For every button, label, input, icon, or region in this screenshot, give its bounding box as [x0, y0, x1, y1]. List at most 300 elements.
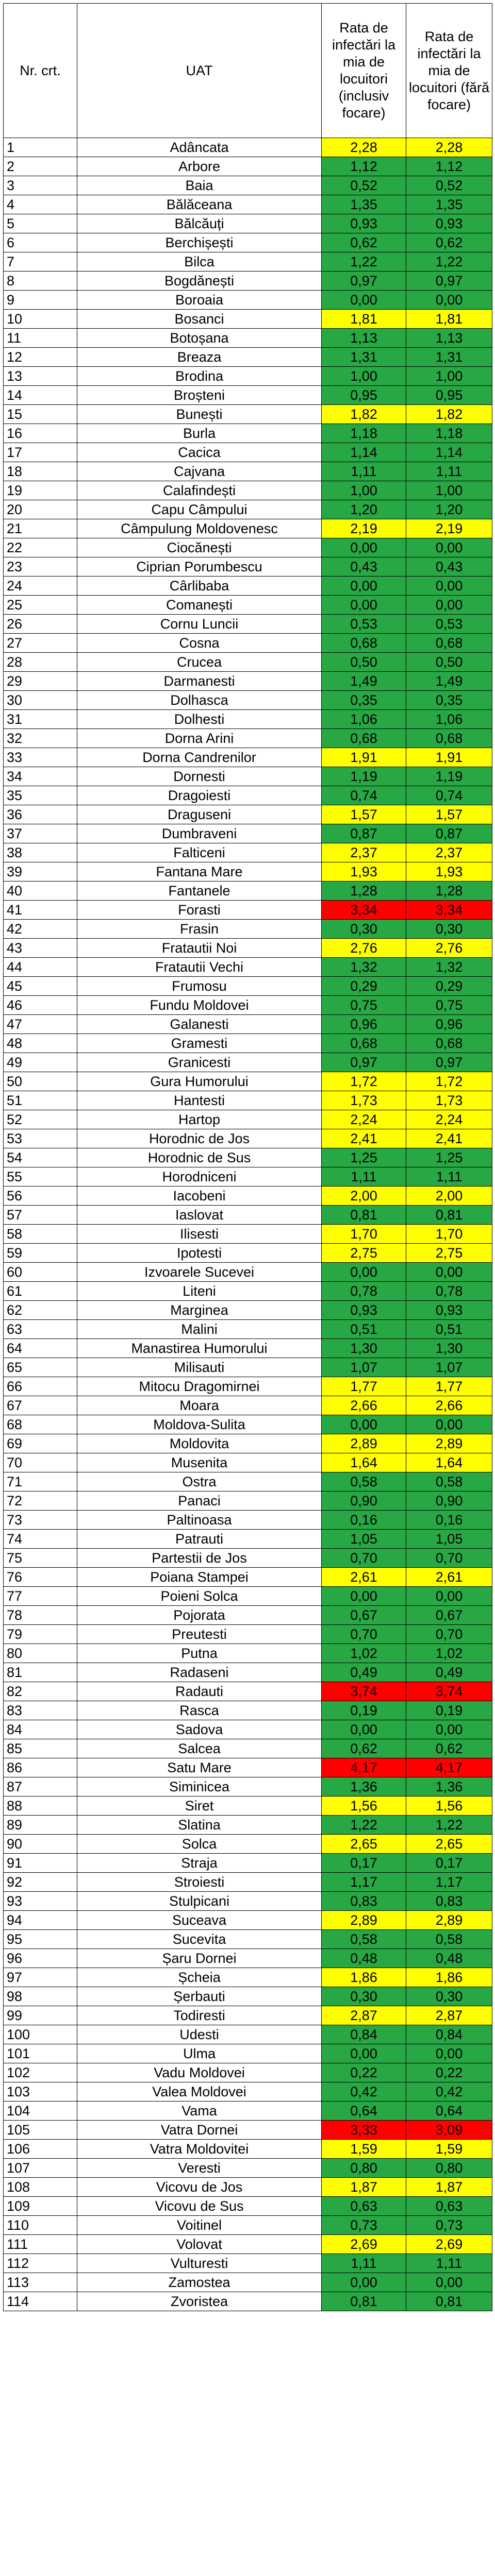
table-row: [4, 1568, 492, 1587]
table-row: [4, 424, 492, 443]
rate-inclusive: 1,64: [322, 1453, 406, 1472]
rate-inclusive: 1,00: [322, 481, 406, 500]
rate-inclusive: 1,05: [322, 1530, 406, 1549]
uat-name: Vatra Dornei: [77, 2121, 322, 2140]
rate-exclusive: 0,58: [406, 1472, 492, 1492]
uat-name: Marginea: [77, 1301, 322, 1320]
rate-exclusive: 0,93: [406, 214, 492, 233]
rate-exclusive: 1,91: [406, 748, 492, 767]
rate-inclusive: 1,12: [322, 157, 406, 176]
table-row: [4, 1377, 492, 1396]
rate-exclusive: 0,16: [406, 1511, 492, 1530]
uat-name: Dumbraveni: [77, 824, 322, 843]
rate-exclusive: 1,31: [406, 348, 492, 367]
rate-inclusive: 0,16: [322, 1511, 406, 1530]
uat-name: Galanesti: [77, 1015, 322, 1034]
uat-name: Crucea: [77, 653, 322, 672]
row-number: 1: [4, 138, 77, 157]
rate-exclusive: 1,11: [406, 2254, 492, 2273]
rate-exclusive: 0,78: [406, 1282, 492, 1301]
rate-exclusive: 2,28: [406, 138, 492, 157]
rate-exclusive: 0,64: [406, 2102, 492, 2121]
row-number: 19: [4, 481, 77, 500]
table-row: [4, 1167, 492, 1187]
uat-name: Fratautii Noi: [77, 939, 322, 958]
uat-name: Granicesti: [77, 1053, 322, 1072]
rate-inclusive: 0,51: [322, 1320, 406, 1339]
uat-name: Partestii de Jos: [77, 1549, 322, 1568]
rate-inclusive: 1,59: [322, 2140, 406, 2159]
rate-exclusive: 4,17: [406, 1758, 492, 1777]
table-row: [4, 596, 492, 615]
row-number: 35: [4, 786, 77, 805]
rate-inclusive: 1,86: [322, 1968, 406, 1987]
row-number: 65: [4, 1358, 77, 1377]
uat-name: Ilisesti: [77, 1225, 322, 1244]
row-number: 114: [4, 2292, 77, 2311]
row-number: 20: [4, 500, 77, 519]
uat-name: Radauti: [77, 1682, 322, 1701]
rate-exclusive: 2,89: [406, 1434, 492, 1453]
row-number: 17: [4, 443, 77, 462]
rate-inclusive: 0,78: [322, 1282, 406, 1301]
rate-inclusive: 0,35: [322, 691, 406, 710]
uat-name: Udesti: [77, 2025, 322, 2044]
rate-inclusive: 1,87: [322, 2178, 406, 2197]
table-row: [4, 691, 492, 710]
row-number: 58: [4, 1225, 77, 1244]
header-uat: UAT: [77, 4, 322, 138]
rate-exclusive: 1,28: [406, 882, 492, 901]
rate-inclusive: 0,93: [322, 214, 406, 233]
rate-inclusive: 0,00: [322, 596, 406, 615]
infection-rate-table: [3, 3, 492, 2311]
row-number: 49: [4, 1053, 77, 1072]
table-row: [4, 1282, 492, 1301]
rate-exclusive: 1,36: [406, 1777, 492, 1797]
row-number: 62: [4, 1301, 77, 1320]
rate-exclusive: 1,11: [406, 1167, 492, 1187]
uat-name: Mitocu Dragomirnei: [77, 1377, 322, 1396]
rate-inclusive: 0,84: [322, 2025, 406, 2044]
uat-name: Pojorata: [77, 1606, 322, 1625]
rate-exclusive: 0,97: [406, 272, 492, 291]
table-row: [4, 1148, 492, 1167]
table-row: [4, 634, 492, 653]
uat-name: Adâncata: [77, 138, 322, 157]
table-row: [4, 710, 492, 729]
row-number: 64: [4, 1339, 77, 1358]
rate-exclusive: 0,93: [406, 1301, 492, 1320]
table-body: [4, 138, 492, 2311]
rate-inclusive: 4,17: [322, 1758, 406, 1777]
rate-exclusive: 1,25: [406, 1148, 492, 1167]
row-number: 57: [4, 1206, 77, 1225]
uat-name: Sucevita: [77, 1930, 322, 1949]
rate-inclusive: 1,14: [322, 443, 406, 462]
uat-name: Brodina: [77, 367, 322, 386]
table-row: [4, 2063, 492, 2082]
rate-exclusive: 0,70: [406, 1625, 492, 1644]
uat-name: Musenita: [77, 1453, 322, 1472]
uat-name: Ostra: [77, 1472, 322, 1492]
rate-exclusive: 0,00: [406, 1720, 492, 1739]
table-row: [4, 1206, 492, 1225]
uat-name: Gramesti: [77, 1034, 322, 1053]
table-row: [4, 2178, 492, 2197]
table-row: [4, 1987, 492, 2006]
uat-name: Siminicea: [77, 1777, 322, 1797]
rate-inclusive: 0,70: [322, 1549, 406, 1568]
row-number: 43: [4, 939, 77, 958]
uat-name: Câmpulung Moldovenesc: [77, 519, 322, 538]
rate-inclusive: 2,00: [322, 1187, 406, 1206]
row-number: 14: [4, 386, 77, 405]
rate-exclusive: 1,07: [406, 1358, 492, 1377]
row-number: 44: [4, 958, 77, 977]
table-row: [4, 615, 492, 634]
table-row: [4, 1739, 492, 1758]
uat-name: Cornu Luncii: [77, 615, 322, 634]
uat-name: Hartop: [77, 1110, 322, 1129]
table-row: [4, 557, 492, 577]
table-row: [4, 1587, 492, 1606]
table-row: [4, 1720, 492, 1739]
row-number: 93: [4, 1892, 77, 1911]
table-row: [4, 500, 492, 519]
table-row: [4, 2197, 492, 2216]
rate-inclusive: 1,22: [322, 1816, 406, 1835]
uat-name: Hantesti: [77, 1091, 322, 1110]
table-row: [4, 272, 492, 291]
row-number: 26: [4, 615, 77, 634]
table-row: [4, 653, 492, 672]
table-row: [4, 1034, 492, 1053]
uat-name: Cajvana: [77, 462, 322, 481]
rate-exclusive: 1,00: [406, 367, 492, 386]
row-number: 60: [4, 1263, 77, 1282]
uat-name: Vicovu de Jos: [77, 2178, 322, 2197]
table-row: [4, 1701, 492, 1720]
rate-inclusive: 2,24: [322, 1110, 406, 1129]
rate-inclusive: 0,62: [322, 1739, 406, 1758]
uat-name: Vama: [77, 2102, 322, 2121]
rate-exclusive: 1,17: [406, 1873, 492, 1892]
rate-inclusive: 0,96: [322, 1015, 406, 1034]
rate-exclusive: 1,70: [406, 1225, 492, 1244]
header-nr: Nr. crt.: [4, 4, 77, 138]
rate-exclusive: 0,17: [406, 1854, 492, 1873]
row-number: 78: [4, 1606, 77, 1625]
row-number: 112: [4, 2254, 77, 2273]
rate-inclusive: 0,30: [322, 1987, 406, 2006]
rate-exclusive: 1,13: [406, 329, 492, 348]
uat-name: Valea Moldovei: [77, 2082, 322, 2102]
rate-inclusive: 2,75: [322, 1244, 406, 1263]
uat-name: Iaslovat: [77, 1206, 322, 1225]
row-number: 31: [4, 710, 77, 729]
rate-inclusive: 1,18: [322, 424, 406, 443]
row-number: 59: [4, 1244, 77, 1263]
rate-exclusive: 1,73: [406, 1091, 492, 1110]
table-row: [4, 1415, 492, 1434]
rate-exclusive: 0,50: [406, 653, 492, 672]
rate-inclusive: 1,25: [322, 1148, 406, 1167]
rate-inclusive: 1,00: [322, 367, 406, 386]
rate-inclusive: 0,90: [322, 1492, 406, 1511]
table-row: [4, 1301, 492, 1320]
uat-name: Dorna Candrenilor: [77, 748, 322, 767]
rate-inclusive: 1,77: [322, 1377, 406, 1396]
uat-name: Solca: [77, 1835, 322, 1854]
rate-exclusive: 1,82: [406, 405, 492, 424]
rate-exclusive: 0,70: [406, 1549, 492, 1568]
row-number: 103: [4, 2082, 77, 2102]
row-number: 85: [4, 1739, 77, 1758]
table-row: [4, 519, 492, 538]
table-row: [4, 920, 492, 939]
rate-inclusive: 0,80: [322, 2159, 406, 2178]
table-row: [4, 1777, 492, 1797]
table-row: [4, 767, 492, 786]
row-number: 72: [4, 1492, 77, 1511]
table-row: [4, 1091, 492, 1110]
table-row: [4, 538, 492, 557]
rate-exclusive: 1,93: [406, 862, 492, 882]
table-row: [4, 2159, 492, 2178]
rate-inclusive: 1,17: [322, 1873, 406, 1892]
uat-name: Liteni: [77, 1282, 322, 1301]
rate-exclusive: 1,22: [406, 1816, 492, 1835]
uat-name: Panaci: [77, 1492, 322, 1511]
rate-inclusive: 0,81: [322, 1206, 406, 1225]
rate-inclusive: 0,00: [322, 2044, 406, 2063]
row-number: 61: [4, 1282, 77, 1301]
uat-name: Sadova: [77, 1720, 322, 1739]
uat-name: Boroaia: [77, 291, 322, 310]
rate-exclusive: 2,61: [406, 1568, 492, 1587]
row-number: 13: [4, 367, 77, 386]
table-row: [4, 901, 492, 920]
rate-inclusive: 1,11: [322, 2254, 406, 2273]
row-number: 16: [4, 424, 77, 443]
rate-inclusive: 0,17: [322, 1854, 406, 1873]
rate-inclusive: 1,72: [322, 1072, 406, 1091]
rate-exclusive: 0,83: [406, 1892, 492, 1911]
rate-exclusive: 0,80: [406, 2159, 492, 2178]
uat-name: Breaza: [77, 348, 322, 367]
rate-inclusive: 1,57: [322, 805, 406, 824]
rate-inclusive: 1,49: [322, 672, 406, 691]
table-row: [4, 1434, 492, 1453]
rate-exclusive: 0,63: [406, 2197, 492, 2216]
uat-name: Dragoiesti: [77, 786, 322, 805]
rate-exclusive: 0,51: [406, 1320, 492, 1339]
row-number: 10: [4, 310, 77, 329]
table-row: [4, 1053, 492, 1072]
uat-name: Milisauti: [77, 1358, 322, 1377]
rate-inclusive: 0,97: [322, 1053, 406, 1072]
table-row: [4, 291, 492, 310]
rate-exclusive: 0,53: [406, 615, 492, 634]
uat-name: Bălcăuți: [77, 214, 322, 233]
row-number: 73: [4, 1511, 77, 1530]
rate-inclusive: 1,82: [322, 405, 406, 424]
rate-exclusive: 0,74: [406, 786, 492, 805]
rate-exclusive: 0,35: [406, 691, 492, 710]
rate-inclusive: 0,52: [322, 176, 406, 195]
rate-exclusive: 1,64: [406, 1453, 492, 1472]
rate-inclusive: 1,32: [322, 958, 406, 977]
rate-exclusive: 0,29: [406, 977, 492, 996]
rate-inclusive: 3,33: [322, 2121, 406, 2140]
row-number: 21: [4, 519, 77, 538]
table-row: [4, 882, 492, 901]
row-number: 81: [4, 1663, 77, 1682]
uat-name: Siret: [77, 1797, 322, 1816]
rate-inclusive: 2,65: [322, 1835, 406, 1854]
table-row: [4, 2235, 492, 2254]
uat-name: Burla: [77, 424, 322, 443]
row-number: 97: [4, 1968, 77, 1987]
row-number: 36: [4, 805, 77, 824]
rate-inclusive: 0,70: [322, 1625, 406, 1644]
table-row: [4, 1339, 492, 1358]
rate-inclusive: 0,63: [322, 2197, 406, 2216]
rate-inclusive: 2,76: [322, 939, 406, 958]
uat-name: Bogdănești: [77, 272, 322, 291]
rate-exclusive: 2,89: [406, 1911, 492, 1930]
row-number: 92: [4, 1873, 77, 1892]
uat-name: Calafindești: [77, 481, 322, 500]
rate-inclusive: 0,00: [322, 1415, 406, 1434]
row-number: 96: [4, 1949, 77, 1968]
row-number: 90: [4, 1835, 77, 1854]
rate-inclusive: 2,41: [322, 1129, 406, 1148]
row-number: 46: [4, 996, 77, 1015]
row-number: 50: [4, 1072, 77, 1091]
uat-name: Todiresti: [77, 2006, 322, 2025]
table-row: [4, 1911, 492, 1930]
uat-name: Poiana Stampei: [77, 1568, 322, 1587]
rate-exclusive: 1,12: [406, 157, 492, 176]
rate-inclusive: 1,11: [322, 462, 406, 481]
rate-inclusive: 0,48: [322, 1949, 406, 1968]
row-number: 38: [4, 843, 77, 862]
row-number: 87: [4, 1777, 77, 1797]
rate-inclusive: 0,83: [322, 1892, 406, 1911]
uat-name: Preutesti: [77, 1625, 322, 1644]
uat-name: Frumosu: [77, 977, 322, 996]
row-number: 12: [4, 348, 77, 367]
rate-inclusive: 2,89: [322, 1434, 406, 1453]
table-row: [4, 824, 492, 843]
rate-inclusive: 1,35: [322, 195, 406, 214]
row-number: 98: [4, 1987, 77, 2006]
table-row: [4, 2121, 492, 2140]
table-row: [4, 252, 492, 272]
row-number: 86: [4, 1758, 77, 1777]
rate-exclusive: 0,68: [406, 1034, 492, 1053]
row-number: 70: [4, 1453, 77, 1472]
rate-inclusive: 0,29: [322, 977, 406, 996]
row-number: 99: [4, 2006, 77, 2025]
row-number: 79: [4, 1625, 77, 1644]
uat-name: Bunești: [77, 405, 322, 424]
rate-exclusive: 0,68: [406, 729, 492, 748]
table-row: [4, 1930, 492, 1949]
rate-inclusive: 0,00: [322, 577, 406, 596]
uat-name: Ipotesti: [77, 1244, 322, 1263]
table-row: [4, 1530, 492, 1549]
table-row: [4, 1129, 492, 1148]
table-row: [4, 958, 492, 977]
rate-exclusive: 0,90: [406, 1492, 492, 1511]
rate-inclusive: 1,30: [322, 1339, 406, 1358]
row-number: 76: [4, 1568, 77, 1587]
row-number: 108: [4, 2178, 77, 2197]
uat-name: Putna: [77, 1644, 322, 1663]
rate-exclusive: 1,57: [406, 805, 492, 824]
rate-inclusive: 1,07: [322, 1358, 406, 1377]
table-header: [4, 4, 492, 138]
table-row: [4, 405, 492, 424]
rate-inclusive: 3,74: [322, 1682, 406, 1701]
uat-name: Moara: [77, 1396, 322, 1415]
rate-inclusive: 0,43: [322, 557, 406, 577]
uat-name: Zvoristea: [77, 2292, 322, 2311]
row-number: 2: [4, 157, 77, 176]
rate-inclusive: 2,69: [322, 2235, 406, 2254]
uat-name: Gura Humorului: [77, 1072, 322, 1091]
uat-name: Izvoarele Sucevei: [77, 1263, 322, 1282]
table-row: [4, 462, 492, 481]
rate-inclusive: 2,89: [322, 1911, 406, 1930]
row-number: 3: [4, 176, 77, 195]
table-row: [4, 310, 492, 329]
table-row: [4, 1225, 492, 1244]
rate-exclusive: 0,81: [406, 1206, 492, 1225]
rate-exclusive: 3,34: [406, 901, 492, 920]
rate-exclusive: 2,19: [406, 519, 492, 538]
uat-name: Iacobeni: [77, 1187, 322, 1206]
table-row: [4, 1244, 492, 1263]
uat-name: Zamostea: [77, 2273, 322, 2292]
table-row: [4, 2254, 492, 2273]
rate-inclusive: 0,81: [322, 2292, 406, 2311]
uat-name: Ciprian Porumbescu: [77, 557, 322, 577]
uat-name: Ciocănești: [77, 538, 322, 557]
rate-exclusive: 2,00: [406, 1187, 492, 1206]
table-row: [4, 1758, 492, 1777]
rate-exclusive: 1,30: [406, 1339, 492, 1358]
uat-name: Vicovu de Sus: [77, 2197, 322, 2216]
rate-inclusive: 0,30: [322, 920, 406, 939]
row-number: 4: [4, 195, 77, 214]
row-number: 22: [4, 538, 77, 557]
uat-name: Vulturesti: [77, 2254, 322, 2273]
table-row: [4, 138, 492, 157]
row-number: 84: [4, 1720, 77, 1739]
rate-exclusive: 2,37: [406, 843, 492, 862]
table-row: [4, 748, 492, 767]
rate-exclusive: 1,81: [406, 310, 492, 329]
table-row: [4, 1625, 492, 1644]
rate-inclusive: 0,00: [322, 291, 406, 310]
uat-name: Fantanele: [77, 882, 322, 901]
header-rate-inclusive: Rata de infectări la mia de locuitori (inclusiv focare): [322, 4, 406, 138]
uat-name: Dolhasca: [77, 691, 322, 710]
